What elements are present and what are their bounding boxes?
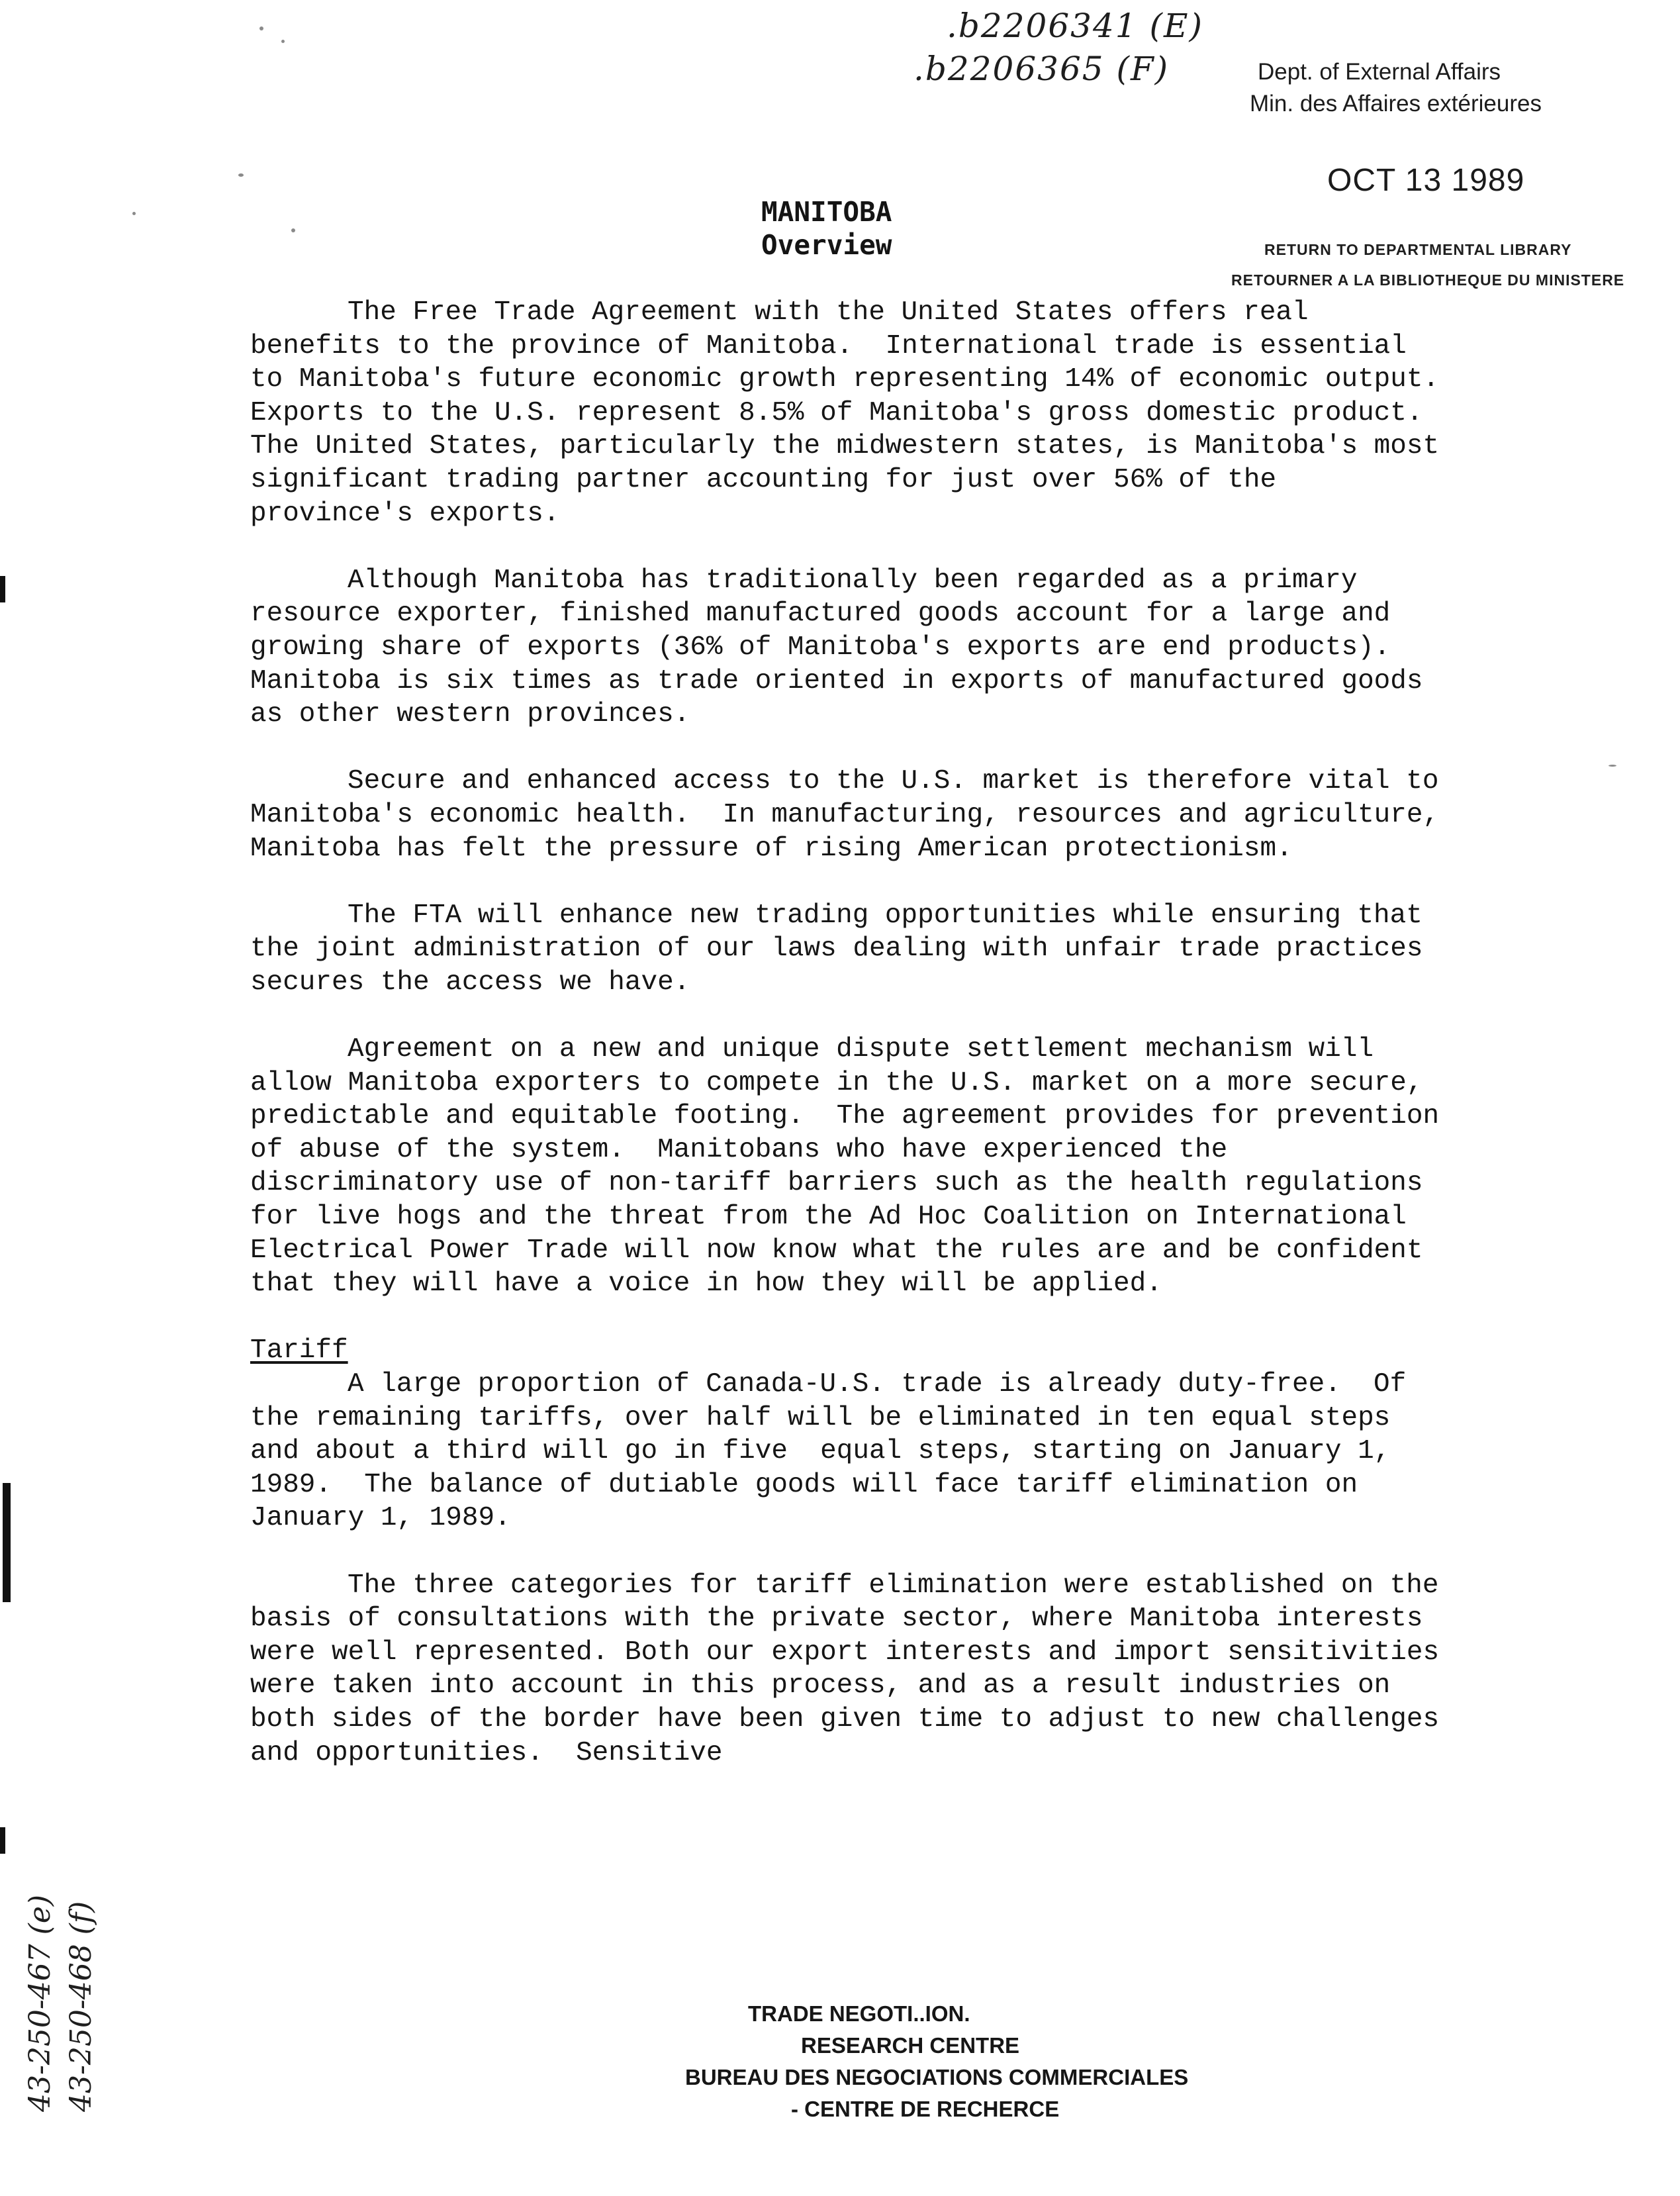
title-main: MANITOBA — [761, 196, 892, 228]
handwritten-reference-french: .b2206365 (F) — [913, 50, 1170, 88]
stamp-line-trade-negotiations: TRADE NEGOTI..ION. — [748, 2001, 970, 2026]
stamp-line-research-centre: RESEARCH CENTRE — [801, 2033, 1020, 2058]
margin-note-english: 43-250-467 (e) — [23, 1894, 57, 2112]
document-body — [250, 296, 1472, 1803]
paragraph-market-access: Secure and enhanced access to the U.S. market is therefore vital to Manitoba's economic health. In manufacturing, resources and agriculture, Manitoba has felt the pressure of rising American protectionism. — [250, 766, 1456, 864]
stamp-line-centre-de-recherche: - CENTRE DE RECHERCE — [791, 2097, 1060, 2121]
stamp-line-bureau: BUREAU DES NEGOCIATIONS COMMERCIALES — [685, 2065, 1189, 2089]
library-stamp-english: RETURN TO DEPARTMENTAL LIBRARY — [1264, 241, 1572, 258]
library-stamp-french: RETOURNER A LA BIBLIOTHEQUE DU MINISTERE — [1231, 271, 1625, 289]
handwritten-reference-english: .b2206341 (E) — [947, 7, 1203, 45]
scan-speck — [238, 173, 244, 177]
paragraph-dispute-settlement: Agreement on a new and unique dispute settlement mechanism will allow Manitoba exporters to compete in the U.S. market on a more secure, predictable and equitable footing. The agreement provides for prevention of abuse of the system. Manitobans who have experienced the discriminatory use of non-tariff barriers such as the health regulations for live hogs and the threat from the Ad Hoc Coalition on International Electrical Power Trade will now know what the rules are and be confident that they will have a voice in how they will be applied. — [250, 1034, 1456, 1300]
document-title — [761, 195, 892, 262]
scan-speck — [132, 212, 136, 215]
paragraph-tariff-categories: The three categories for tariff elimination were established on the basis of consultations with the private sector, where Manitoba interests were well represented. Both our export interests and import sensitivities were taken into account in this process, and as a result industries on both sides of the border have been given time to adjust to new challenges and opportunities. Sensitive — [250, 1570, 1456, 1768]
trade-negotiations-stamp — [635, 1998, 1297, 2125]
scan-speck — [1609, 765, 1616, 767]
date-stamp: OCT 13 1989 — [1327, 163, 1525, 198]
department-header — [1250, 56, 1542, 120]
scan-edge-mark — [0, 1827, 5, 1854]
margin-handwritten-note — [20, 1895, 102, 2112]
scan-speck — [291, 228, 295, 232]
scan-edge-mark — [3, 1483, 11, 1602]
paragraph-trading-opportunities: The FTA will enhance new trading opportunities while ensuring that the joint administration of our laws dealing with unfair trade practices secures the access we have. — [250, 900, 1440, 998]
department-name-french: Min. des Affaires extérieures — [1250, 91, 1542, 117]
paragraph-manufactured-goods: Although Manitoba has traditionally been regarded as a primary resource exporter, finished manufactured goods account for a large and growing share of exports (36% of Manitoba's exports are end products). Manitoba is six times as trade oriented in exports of manufactured goods as other western provinces. — [250, 565, 1440, 730]
paragraph-fta-benefits: The Free Trade Agreement with the United States offers real benefits to the province of Manitoba. International trade is essential to Manitoba's future economic growth representing 14% of economic output. Exports to the U.S. represent 8.5% of Manitoba's gross domestic product. The United States, particularly the midwestern states, is Manitoba's most significant trading partner accounting for just over 56% of the province's exports. — [250, 297, 1472, 529]
paragraph-tariff-duty-free: A large proportion of Canada-U.S. trade is already duty-free. Of the remaining tariffs, over half will be eliminated in ten equal steps and about a third will go in five equal steps, starting on January 1, 1989. The balance of dutiable goods will face tariff elimination on January 1, 1989. — [250, 1369, 1423, 1534]
scan-speck — [281, 40, 285, 43]
scan-edge-mark — [0, 576, 5, 602]
title-sub: Overview — [761, 229, 892, 261]
department-name-english: Dept. of External Affairs — [1258, 59, 1501, 85]
section-heading-tariff: Tariff — [250, 1335, 348, 1366]
scan-speck — [259, 26, 263, 30]
margin-note-french: 43-250-468 (f) — [64, 1901, 98, 2112]
